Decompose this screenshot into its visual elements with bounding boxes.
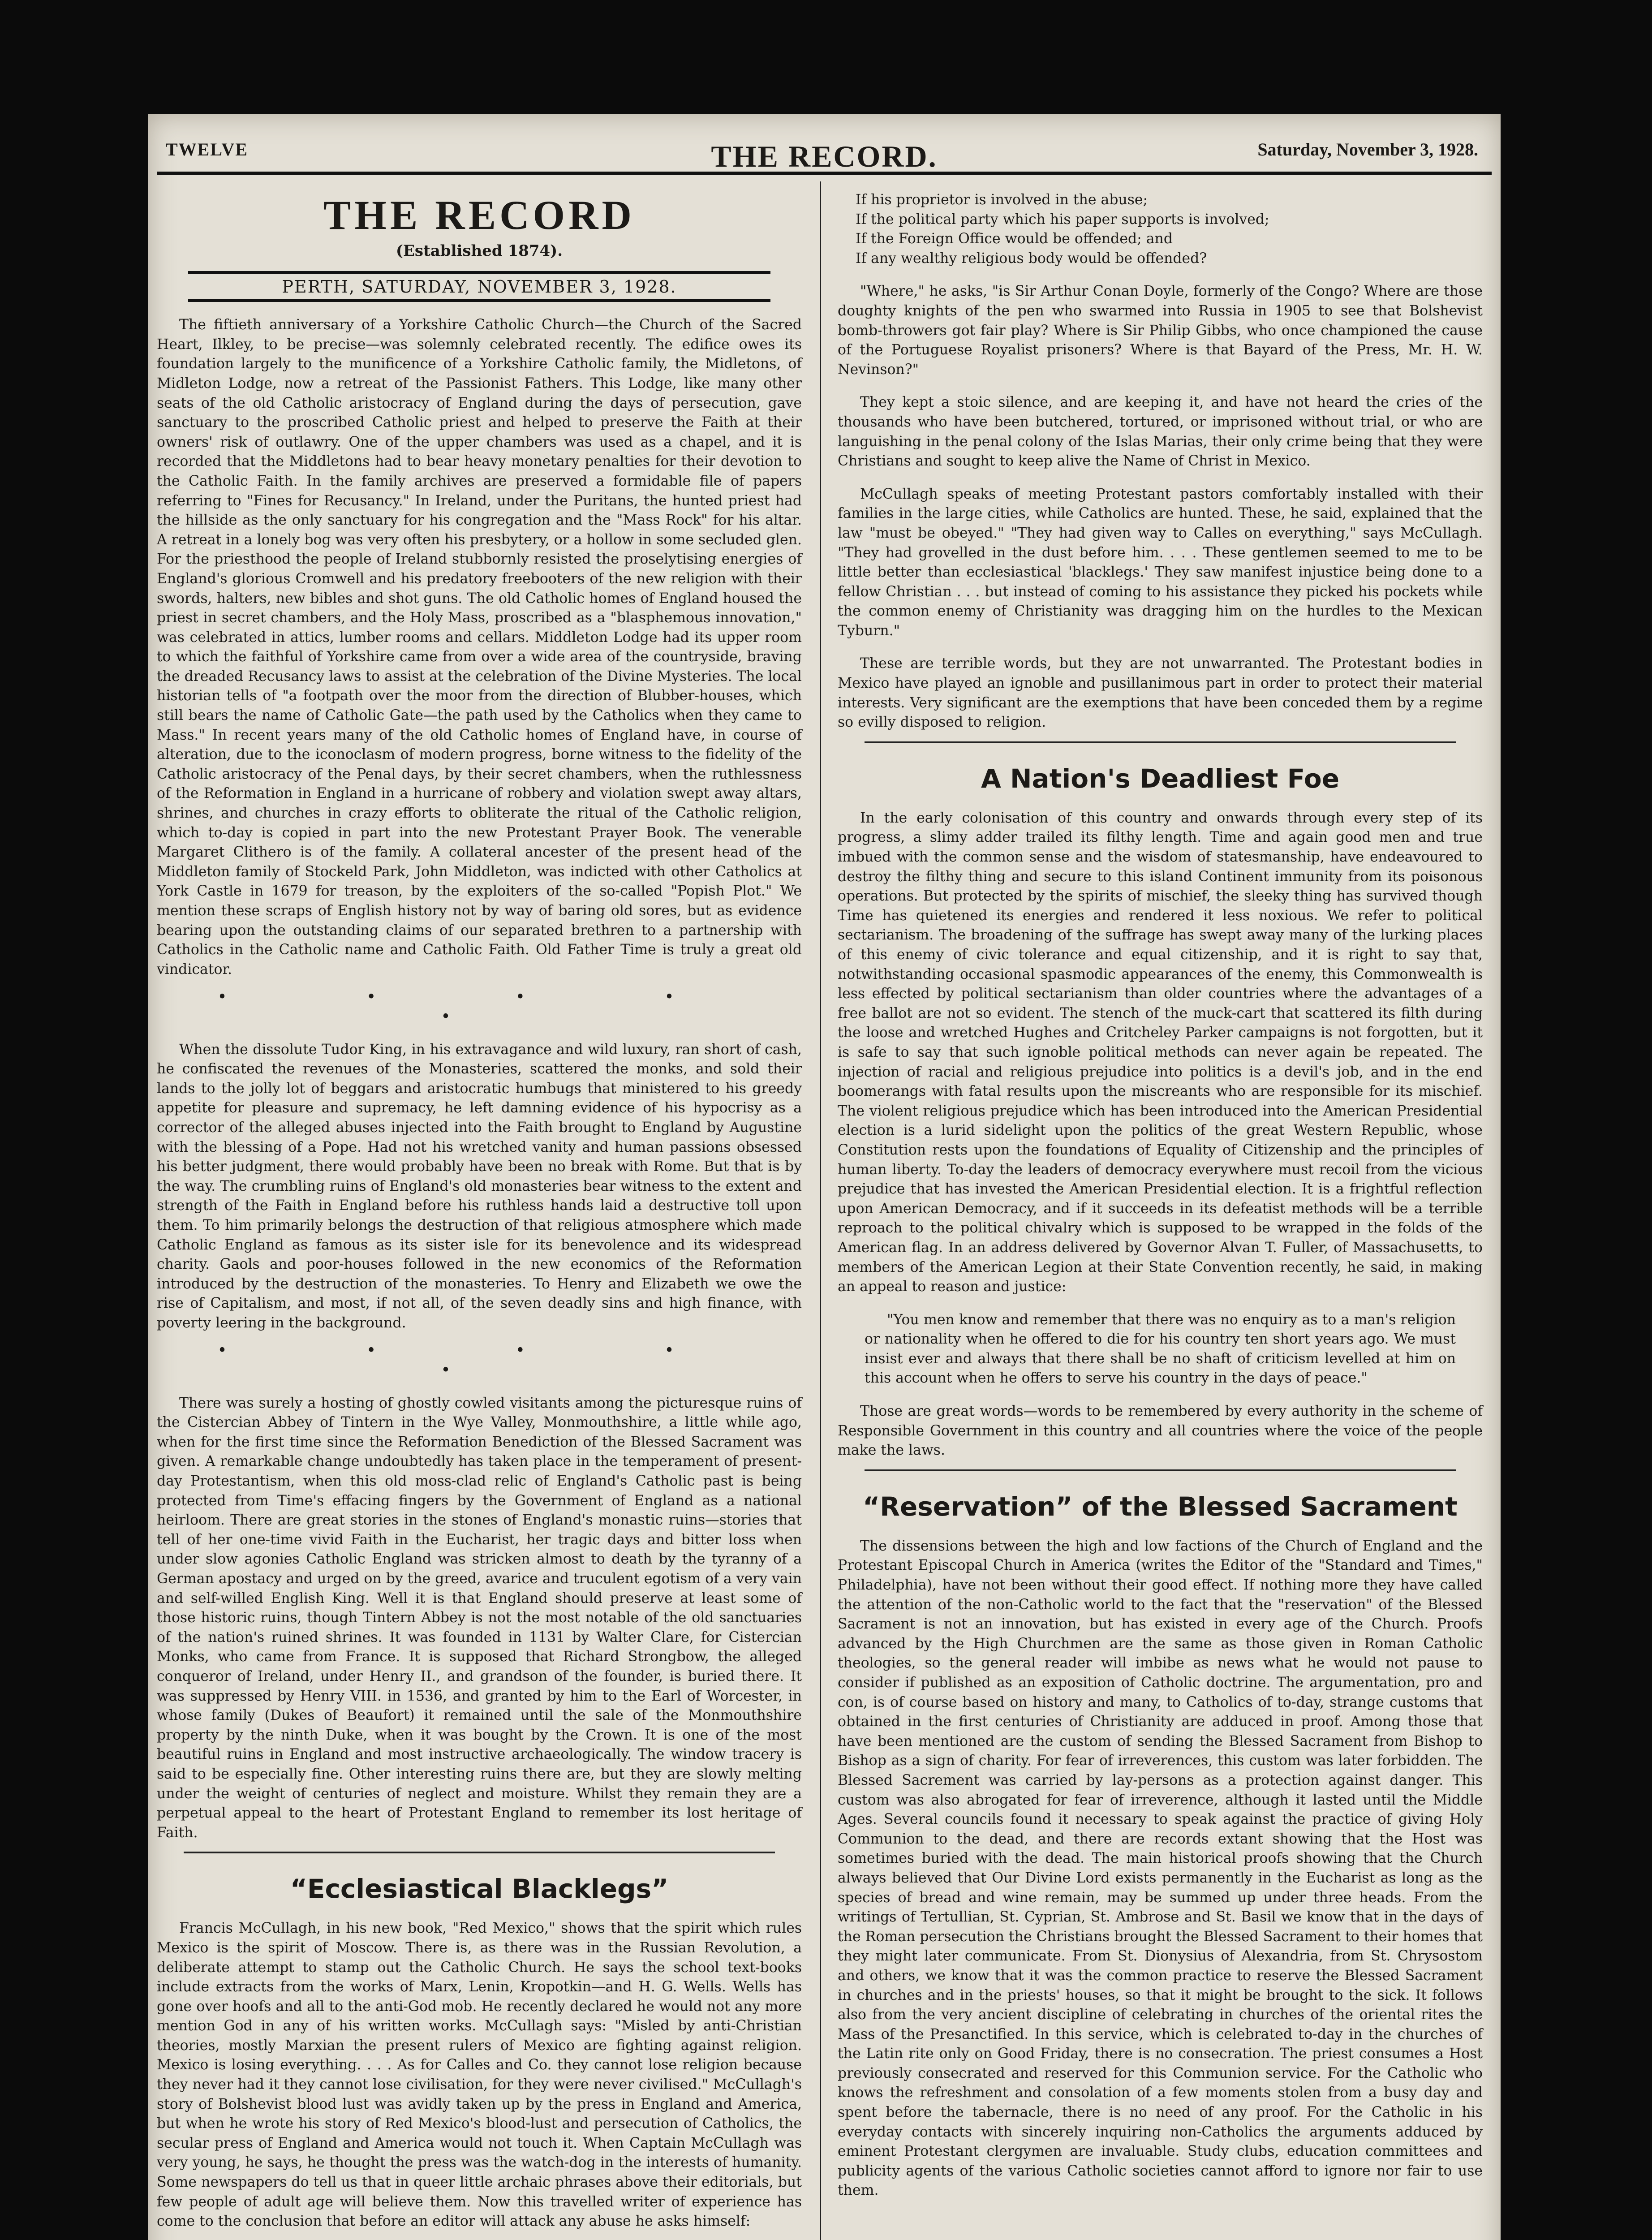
editorial-paragraph: There was surely a hosting of ghostly cowled visitants among the picturesque ruins of the Cistercian Abbey of Tintern in the Wye Valley, Monmouthshire, a little while ago, when for the first time since the Reformation Benediction of the Blessed Sacrament was given. A remarkable change undoubtedly has taken place in the temperament of present-day Protestantism, when this old moss-clad relic of England's Catholic past is being protected from Time's effacing fingers by the Government of England as a national heirloom. There are great stories in the stones of England's monastic ruins—stories that tell of her one-time vivid Faith in the Eucharist, her tragic days and bitter loss when under slow agonies Catholic England was stricken almost to death by the tyranny of a German apostacy and urged on by the greed, avarice and truculent egotism of a very vain and self-willed English King. Well it is that England should preserve at least some of those historic ruins, though Tintern Abbey is not the most notable of the old sanctuaries of the nation's ruined shrines. It was founded in 1131 by Walter Clare, for Cistercian Monks, who came from France. It is supposed that Richard Strongbow, the alleged conqueror of Ireland, under Henry II., and grandson of the founder, is buried there. It was suppressed by Henry VIII. in 1536, and granted by him to the Earl of Worcester, in whose family (Dukes of Beaufort) it remained until the sale of the Monmouthshire property by the ninth Duke, when it was bought by the Crown. It is one of the most beautiful ruins in England and most instructive archaeologically. The window tracery is said to be especially fine. Other interesting ruins there are, but they are slowly melting under the weight of centuries of neglect and moisture. Whilst they remain they are a perpetual appeal to the heart of Protestant England to remember its lost heritage of Faith.	[157, 1395, 802, 1841]
masthead-name: THE RECORD	[323, 192, 635, 238]
article-paragraph: Those are great words—words to be remembered by every authority in the scheme of Responsible Government in this country and all countries where the voice of the people make the laws.	[838, 1403, 1483, 1459]
list-item: If his proprietor is involved in the abuse;	[856, 192, 1148, 208]
list-item: If the political party which his paper supports is involved;	[856, 211, 1269, 228]
masthead-dateline: PERTH, SATURDAY, NOVEMBER 3, 1928.	[282, 276, 677, 297]
left-column	[157, 190, 802, 2231]
block-quote: "You men know and remember that there was no enquiry as to a man's religion or nationality when he offered to die for his country ten short years ago. We must insist ever and always that there shall be no shaft of criticism levelled at him on this account when he offers to serve his country in the days of peace."	[865, 1311, 1456, 1387]
editorial-paragraph: When the dissolute Tudor King, in his extravagance and wild luxury, ran short of cash, he confiscated the revenues of the Monasteries, scattered the monks, and sold their lands to the jolly lot of beggars and aristocratic humbugs that ministered to his greedy appetite for pleasure and supremacy, he left damning evidence of his hypocrisy as a corrector of the alleged abuses injected into the Faith brought to England by Augustine with the blessing of a Pope. Had not his wretched vanity and human passions obsessed his better judgment, there would probably have been no break with Rome. But that is by the way. The crumbling ruins of England's old monasteries bear witness to the extent and strength of the Faith in England before his ruthless hands laid a destructive toll upon them. To him primarily belongs the destruction of that religious atmosphere which made Catholic England as famous as its sister isle for its benevolence and its widespread charity. Gaols and poor-houses followed in the new economics of the Reformation introduced by the destruction of the monasteries. To Henry and Elizabeth we owe the rise of Capitalism, and most, if not all, of the seven deadly sins and high finance, with poverty leering in the background.	[157, 1041, 802, 1331]
running-head-rule	[157, 172, 1492, 175]
article-paragraph: They kept a stoic silence, and are keeping it, and have not heard the cries of the thousands who have been butchered, tortured, or imprisoned without trial, or who are languishing in the penal colony of the Islas Marias, their only crime being that they were Christians and sought to keep alive the Name of Christ in Mexico.	[838, 394, 1483, 470]
article-paragraph: The dissensions between the high and low factions of the Church of England and the Protestant Episcopal Church in America (writes the Editor of the "Standard and Times," Philadelphia), have not been without their good effect. If nothing more they have called the attention of the non-Catholic world to the fact that the "reservation" of the Blessed Sacrament is not an innovation, but has existed in every age of the Church. Proofs advanced by the High Churchmen are the same as those given in Roman Catholic theologies, so the general reader will imbibe as news what he would not pause to consider if published as an exposition of Catholic doctrine. The argumentation, pro and con, is of course based on history and many, to Catholics of to-day, strange customs that obtained in the first centuries of Christianity are adduced in proof. Among those that have been mentioned are the custom of sending the Blessed Sacrament from Bishop to Bishop as a sign of charity. For fear of irreverences, this custom was later forbidden. The Blessed Sacrement was carried by lay-persons as a protection against danger. This custom was also abrogated for fear of irreverence, although it lasted until the Middle Ages. Several councils found it necessary to speak against the practice of giving Holy Communion to the dead, and there are records extant showing that the Host was sometimes buried with the dead. The main historical proofs showing that the Church always believed that Our Divine Lord exists permanently in the Eucharist as long as the species of bread and wine remain, may be summed up under three heads. From the writings of Tertullian, St. Cyprian, St. Ambrose and St. Basil we know that in the days of the Roman persecution the Christians brought the Blessed Sacrament to their homes that they might later communicate. From St. Dionysius of Alexandria, from St. Chrysostom and others, we know that it was the common practice to reserve the Blessed Sacrament in churches and in the priests' houses, so that it might be brought to the sick. It follows also from the very ancient discipline of celebrating in churches of the oriental rites the Mass of the Presanctified. In this service, which is celebrated to-day in the churches of the Latin rite only on Good Friday, there is no consecration. The priest consumes a Host previously consecrated and reserved for this Communion service. For the Catholic who knows the refreshment and consolation of a few moments stolen from a busy day and spent before the tabernacle, there is no need of any proof. For the Catholic in his everyday contacts with sincerely inquiring non-Catholics the arguments adduced by eminent Protestant clergymen are invaluable. Study clubs, education committees and publicity agents of the various Catholic societies cannot afford to ignore nor fair to use them.	[838, 1538, 1483, 2199]
article-paragraph: These are terrible words, but they are not unwarranted. The Protestant bodies in Mexico have played an ignoble and pusillanimous part in order to protect their material interests. Very significant are the exemptions that have been conceded them by a regime so evilly disposed to religion.	[838, 655, 1483, 731]
newspaper-page	[148, 114, 1501, 2240]
article-rule	[865, 741, 1456, 743]
running-title: THE RECORD.	[711, 139, 938, 173]
right-column	[838, 190, 1483, 2201]
article-headline: A Nation's Deadliest Foe	[981, 763, 1340, 794]
article-paragraph: In the early colonisation of this country and onwards through every step of its progress, a slimy adder trailed its filthy length. Time and again good men and true imbued with the common sense and the wisdom of statesmanship, have endeavoured to destroy the filthy thing and secure to this island Continent immunity from its poisonous operations. But protected by the spirits of mischief, the sleeky thing has survived though Time has quietened its energies and rendered it less noxious. We refer to political sectarianism. The broadening of the suffrage has swept away many of the lurking places of this enemy of civic tolerance and equal citizenship, and it is right to say that, notwithstanding occasional spasmodic appearances of the enemy, this Commonwealth is less effected by political sectarianism than older countries where the advantages of a free ballot are not so evident. The stench of the muck-cart that scattered its filth during the loose and wretched Hughes and Critcheley Parker campaigns is not forgotten, but it is safe to say that such ignoble political methods can never again be repeated. The injection of racial and religious prejudice into politics is a devil's job, and in the end boomerangs with fatal results upon the miscreants who are responsible for its mischief. The violent religious prejudice which has been introduced into the American Presidential election is a lurid sidelight upon the politics of the great Western Republic, whose Constitution rests upon the foundations of Equality of Citizenship and the principles of human liberty. To-day the leaders of democracy everywhere must recoil from the vicious prejudice that has invested the American Presidential election. It is a frightful reflection upon American Democracy, and if it succeeds in its defeatist methods will be a terrible reproach to the political chivalry which is supposed to be wrapped in the folds of the American flag. In an address delivered by Governor Alvan T. Fuller, of Massachusetts, to members of the American Legion at their State Convention recently, he said, in making an appeal to reason and justice:	[838, 810, 1483, 1295]
masthead-rule-top	[188, 271, 770, 274]
article-headline: “Reservation” of the Blessed Sacrament	[863, 1491, 1458, 1522]
section-separator: • • • • •	[217, 1341, 741, 1380]
masthead-established: (Established 1874).	[396, 242, 563, 260]
article-paragraph: McCullagh speaks of meeting Protestant pastors comfortably installed with their families in the large cities, while Catholics are hunted. These, he said, explained that the law "must be obeyed." "They had given way to Calles on everything," says McCullagh. "They had grovelled in the dust before him. . . . These gentlemen seemed to me to be little better than ecclesiastical 'blacklegs.' They saw manifest injustice being done to a fellow Christian . . . but instead of coming to his assistance they picked his pockets while the common enemy of Christianity was dragging him on the hurdles to the Mexican Tyburn."	[838, 486, 1483, 639]
article-paragraph: "Where," he asks, "is Sir Arthur Conan Doyle, formerly of the Congo? Where are those doughty knights of the pen who swarmed into Russia in 1905 to see that Bolshevist bomb-throwers got fair play? Where is Sir Philip Gibbs, who once championed the cause of the Portuguese Royalist prisoners? Where is that Bayard of the Press, Mr. H. W. Nevinson?"	[838, 283, 1483, 378]
editorial-paragraph: The fiftieth anniversary of a Yorkshire Catholic Church—the Church of the Sacred Heart, Ilkley, to be precise—was solemnly celebrated recently. The edifice owes its foundation largely to the munificence of a Yorkshire Catholic family, the Midletons, of Midleton Lodge, now a retreat of the Passionist Fathers. This Lodge, like many other seats of the old Catholic aristocracy of England during the days of persecution, gave sanctuary to the proscribed Catholic priest and helped to preserve the Faith at their owners' risk of outlawry. One of the upper chambers was used as a chapel, and it is recorded that the Middletons had to bear heavy monetary penalties for their devotion to the Catholic Faith. In the family archives are preserved a formidable file of papers referring to "Fines for Recusancy." In Ireland, under the Puritans, the hunted priest had the hillside as the only sanctuary for his congregation and the "Mass Rock" for his altar. A retreat in a lonely bog was very often his presbytery, or a hollow in some secluded glen. For the priesthood the people of Ireland stubbornly resisted the proselytising energies of England's glorious Cromwell and his predatory freebooters of the new religion with their swords, halters, new bibles and shot guns. The old Catholic homes of England housed the priest in secret chambers, and the Holy Mass, proscribed as a "blasphemous innovation," was celebrated in attics, lumber rooms and cellars. Middleton Lodge had its upper room to which the faithful of Yorkshire came from over a wide area of the countryside, braving the dreaded Recusancy laws to assist at the celebration of the Divine Mysteries. The local historian tells of "a footpath over the moor from the direction of Blubber-houses, which still bears the name of Catholic Gate—the path used by the Catholics when they came to Mass." In recent years many of the old Catholic homes of England have, in course of alteration, due to the iconoclasm of modern progress, borne witness to the fidelity of the Catholic aristocracy of the Penal days, by their secret chambers, when the ruthlessness of the Reformation in England in a hurricane of robbery and violation swept away altars, shrines, and churches in crazy efforts to obliterate the ritual of the Catholic religion, which to-day is copied in part into the new Protestant Prayer Book. The venerable Margaret Clithero is of the family. A collateral ancester of the present head of the Middleton family of Stockeld Park, John Middleton, was indicted with other Catholics at York Castle in 1679 for treason, by the exploiters of the so-called "Popish Plot." We mention these scraps of English history not by way of baring old sores, but as evidence bearing upon the outstanding claims of our separated brethren to a partnership with Catholics in the Catholic name and Catholic Faith. Old Father Time is truly a great old vindicator.	[157, 317, 802, 978]
masthead-rule-bottom	[188, 299, 770, 302]
running-date: Saturday, November 3, 1928.	[1257, 139, 1478, 159]
page-number: TWELVE	[166, 139, 248, 159]
article-paragraph: Francis McCullagh, in his new book, "Red Mexico," shows that the spirit which rules Mexico is the spirit of Moscow. There is, as there was in the Russian Revolution, a deliberate attempt to stamp out the Catholic Church. He says the school text-books include extracts from the works of Marx, Lenin, Kropotkin—and H. G. Wells. Wells has gone over hoofs and all to the anti-God mob. He recently declared he would not any more mention God in any of his written works. McCullagh says: "Misled by anti-Christian theories, mostly Marxian the present rulers of Mexico are fighting against religion. Mexico is losing everything. . . . As for Calles and Co. they cannot lose religion because they never had it they cannot lose civilisation, for they were never civilised." McCullagh's story of Bolshevist blood lust was avidly taken up by the press in England and America, but when he wrote his story of Red Mexico's blood-lust and persecution of Catholics, the secular press of England and America would not touch it. When Captain McCullagh was very young, he says, he thought the press was the watch-dog in the interests of humanity. Some newspapers do tell us that in queer little archaic phrases above their editorials, but few people of adult age will believe them. Now this travelled writer of experience has come to the conclusion that before an editor will attack any abuse he asks himself:	[157, 1920, 802, 2230]
list-item: If the Foreign Office would be offended; and	[856, 231, 1173, 247]
list-item: If any wealthy religious body would be offended?	[856, 250, 1207, 267]
article-rule	[865, 1469, 1456, 1471]
article-rule	[184, 1852, 775, 1853]
section-separator: • • • • •	[217, 988, 741, 1026]
article-headline: “Ecclesiastical Blacklegs”	[290, 1874, 669, 1904]
column-rule	[820, 181, 821, 2240]
masthead	[157, 190, 802, 302]
